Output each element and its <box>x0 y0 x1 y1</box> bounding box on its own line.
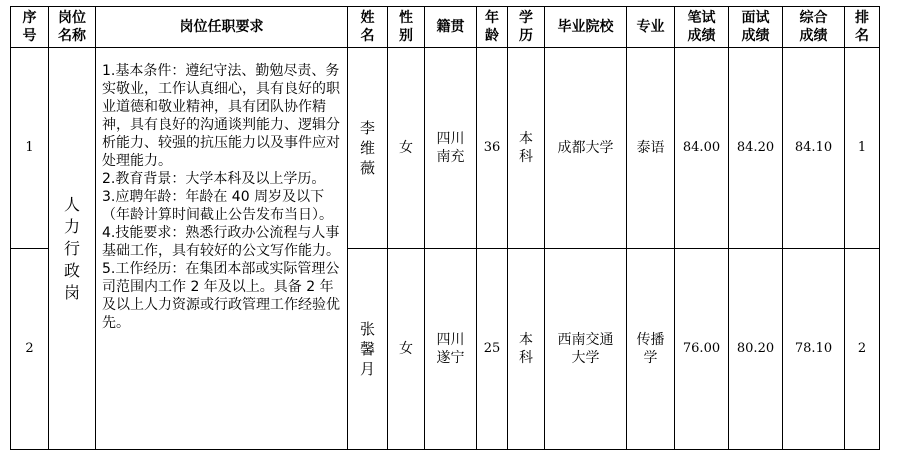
interview-score-cell: 84.20 <box>729 48 783 249</box>
written-score-cell: 84.00 <box>675 48 729 249</box>
major-cell: 传播学 <box>627 249 675 450</box>
education-cell: 本科 <box>508 249 545 450</box>
school-cell: 西南交通大学 <box>545 249 627 450</box>
seq-cell: 2 <box>11 249 49 450</box>
major-cell: 泰语 <box>627 48 675 249</box>
name-cell: 张馨月 <box>348 249 388 450</box>
school-cell: 成都大学 <box>545 48 627 249</box>
header-row <box>11 7 880 48</box>
total-score-cell: 78.10 <box>783 249 845 450</box>
rank-cell: 1 <box>845 48 880 249</box>
header-position-name: 岗位名称 <box>49 7 96 48</box>
requirement-item: 3.应聘年龄：年龄在 40 周岁及以下（年龄计算时间截止公告发布当日）。 <box>102 189 333 223</box>
header-requirements: 岗位任职要求 <box>96 7 348 48</box>
header-age: 年龄 <box>477 7 508 48</box>
header-education: 学历 <box>508 7 545 48</box>
written-score-cell: 76.00 <box>675 249 729 450</box>
gender-cell: 女 <box>388 249 425 450</box>
header-total-score: 综合成绩 <box>783 7 845 48</box>
header-name: 姓名 <box>348 7 388 48</box>
requirement-item: 2.教育背景：大学本科及以上学历。 <box>102 171 326 187</box>
candidate-results-table <box>10 6 880 450</box>
header-native-place: 籍贯 <box>425 7 477 48</box>
rank-cell: 2 <box>845 249 880 450</box>
total-score-cell: 84.10 <box>783 48 845 249</box>
header-written-score: 笔试成绩 <box>675 7 729 48</box>
native-place-cell: 四川南充 <box>425 48 477 249</box>
seq-cell: 1 <box>11 48 49 249</box>
table-row <box>11 48 880 249</box>
header-rank: 排名 <box>845 7 880 48</box>
interview-score-cell: 80.20 <box>729 249 783 450</box>
requirements-cell <box>96 48 348 450</box>
age-cell: 36 <box>477 48 508 249</box>
header-major: 专业 <box>627 7 675 48</box>
requirement-item: 4.技能要求：熟悉行政办公流程与人事基础工作，具有较好的公文写作能力。 <box>102 225 340 259</box>
gender-cell: 女 <box>388 48 425 249</box>
requirement-item: 1.基本条件：遵纪守法、勤勉尽责、务实敬业，工作认真细心，具有良好的职业道德和敬业精神，具有团队协作精神，具有良好的沟通谈判能力、逻辑分析能力、较强的抗压能力以及事件应对处理能力。 <box>102 63 340 169</box>
requirement-item: 5.工作经历：在集团本部或实际管理公司范围内工作 2 年及以上。具备 2 年及以上人力资源或行政管理工作经验优先。 <box>102 261 340 331</box>
name-cell: 李维薇 <box>348 48 388 249</box>
age-cell: 25 <box>477 249 508 450</box>
header-gender: 性别 <box>388 7 425 48</box>
position-cell: 人力行政岗 <box>49 48 96 450</box>
header-interview-score: 面试成绩 <box>729 7 783 48</box>
education-cell: 本科 <box>508 48 545 249</box>
native-place-cell: 四川遂宁 <box>425 249 477 450</box>
header-seq: 序号 <box>11 7 49 48</box>
header-school: 毕业院校 <box>545 7 627 48</box>
